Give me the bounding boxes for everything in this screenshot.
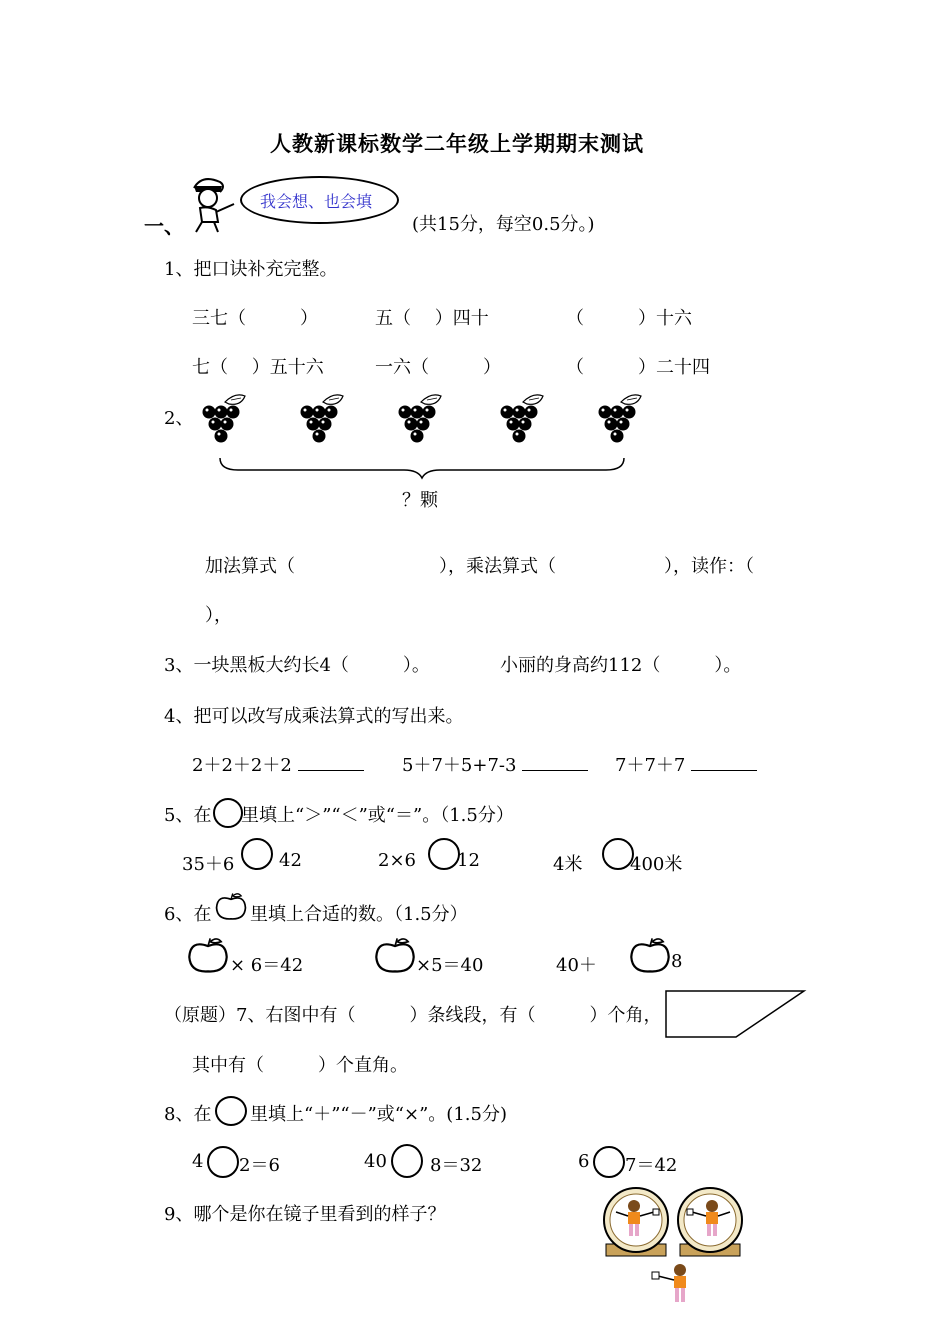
q5-left: 2×6 [378,850,416,871]
answer-circle[interactable] [241,838,273,870]
answer-circle[interactable] [428,838,460,870]
answer-circle[interactable] [207,1146,239,1178]
q1-item: （ ）十六 [566,308,692,329]
bubble-text: 我会想、也会填 [260,192,373,211]
q5-right: 12 [457,850,480,871]
grape-bunch-icon [499,392,547,446]
mirror-option-b[interactable] [674,1186,746,1260]
q8-pre: 8、在 [164,1104,212,1125]
cartoon-kid-icon [180,172,240,234]
apple-blank-icon[interactable] [186,936,230,976]
q4-expr: 7＋7＋7 [615,755,686,776]
q5-left: 4米 [553,854,583,875]
grape-bunch-icon [201,392,249,446]
q1-item: 七（ ）五十六 [192,357,324,378]
q3-part2: 小丽的身高约112（ ）。 [500,655,742,676]
page-title: 人教新课标数学二年级上学期期末测试 [270,131,644,156]
q6-right: 8 [671,951,683,972]
q8-right: 7＝42 [625,1155,678,1176]
q5-pre: 5、在 [164,805,212,826]
q5-right: 42 [279,850,302,871]
q9-label: 9、哪个是你在镜子里看到的样子？ [164,1204,446,1225]
q3-part1: 3、一块黑板大约长4（ ）。 [164,655,430,676]
q1-item: （ ）二十四 [566,357,710,378]
apple-blank-icon[interactable] [373,936,417,976]
q4-item [402,751,588,777]
trapezoid-figure [664,989,808,1041]
grape-bunch-icon [597,392,645,446]
q1-item: 五（ ）四十 [375,308,489,329]
q7-line2: 其中有（ ）个直角。 [192,1055,408,1076]
q4-expr: 2＋2＋2＋2 [192,755,292,776]
q4-item [192,751,364,777]
girl-with-mirror-icon [648,1262,698,1310]
answer-circle[interactable] [391,1144,423,1178]
q8-left: 4 [192,1151,204,1172]
answer-blank[interactable] [522,754,588,771]
q1-item: 一六（ ） [375,357,501,378]
grape-bunch-icon [299,392,347,446]
q4-expr: 5＋7＋5+7-3 [402,755,517,776]
grape-bunch-icon [397,392,445,446]
q8-post: 里填上“＋”“－”或“×”。(1.5分) [250,1104,507,1125]
apple-blank-icon[interactable] [628,936,672,976]
q8-right: 8＝32 [430,1155,483,1176]
q4-label: 4、把可以改写成乘法算式的写出来。 [164,706,464,727]
q5-post: 里填上“＞”“＜”或“＝”。（1.5分） [241,805,514,826]
brace-label: ？颗 [402,490,438,511]
apple-icon [214,892,248,922]
answer-blank[interactable] [298,754,364,771]
mirror-option-a[interactable] [600,1186,672,1260]
q1-item: 三七（ ） [192,308,318,329]
q6-pre: 6、在 [164,904,212,925]
q8-right: 2＝6 [239,1155,280,1176]
answer-circle[interactable] [215,1096,247,1126]
q6-left: 40＋ [556,955,597,976]
brace [218,456,626,480]
answer-circle[interactable] [213,798,243,828]
q1-label: 1、把口诀补充完整。 [164,259,338,280]
q6-right: ×5＝40 [416,955,484,976]
answer-blank[interactable] [691,754,757,771]
q5-right: 400米 [630,854,683,875]
q8-left: 6 [578,1151,590,1172]
q6-right: × 6＝42 [230,955,304,976]
q2-line1: 加法算式（ ），乘法算式（ ），读作：（ [205,556,754,577]
q2-label: 2、 [164,408,194,429]
q4-item [615,751,757,777]
q2-line2: ）， [205,605,232,626]
section-number: 一、 [144,214,184,238]
q5-left: 35＋6 [182,854,235,875]
q6-post: 里填上合适的数。（1.5分） [250,904,468,925]
section-score: (共15分，每空0.5分。) [412,214,595,235]
q7-line1: （原题）7、右图中有（ ）条线段，有（ ）个角， [164,1005,662,1026]
q8-left: 40 [364,1151,387,1172]
answer-circle[interactable] [593,1146,625,1178]
